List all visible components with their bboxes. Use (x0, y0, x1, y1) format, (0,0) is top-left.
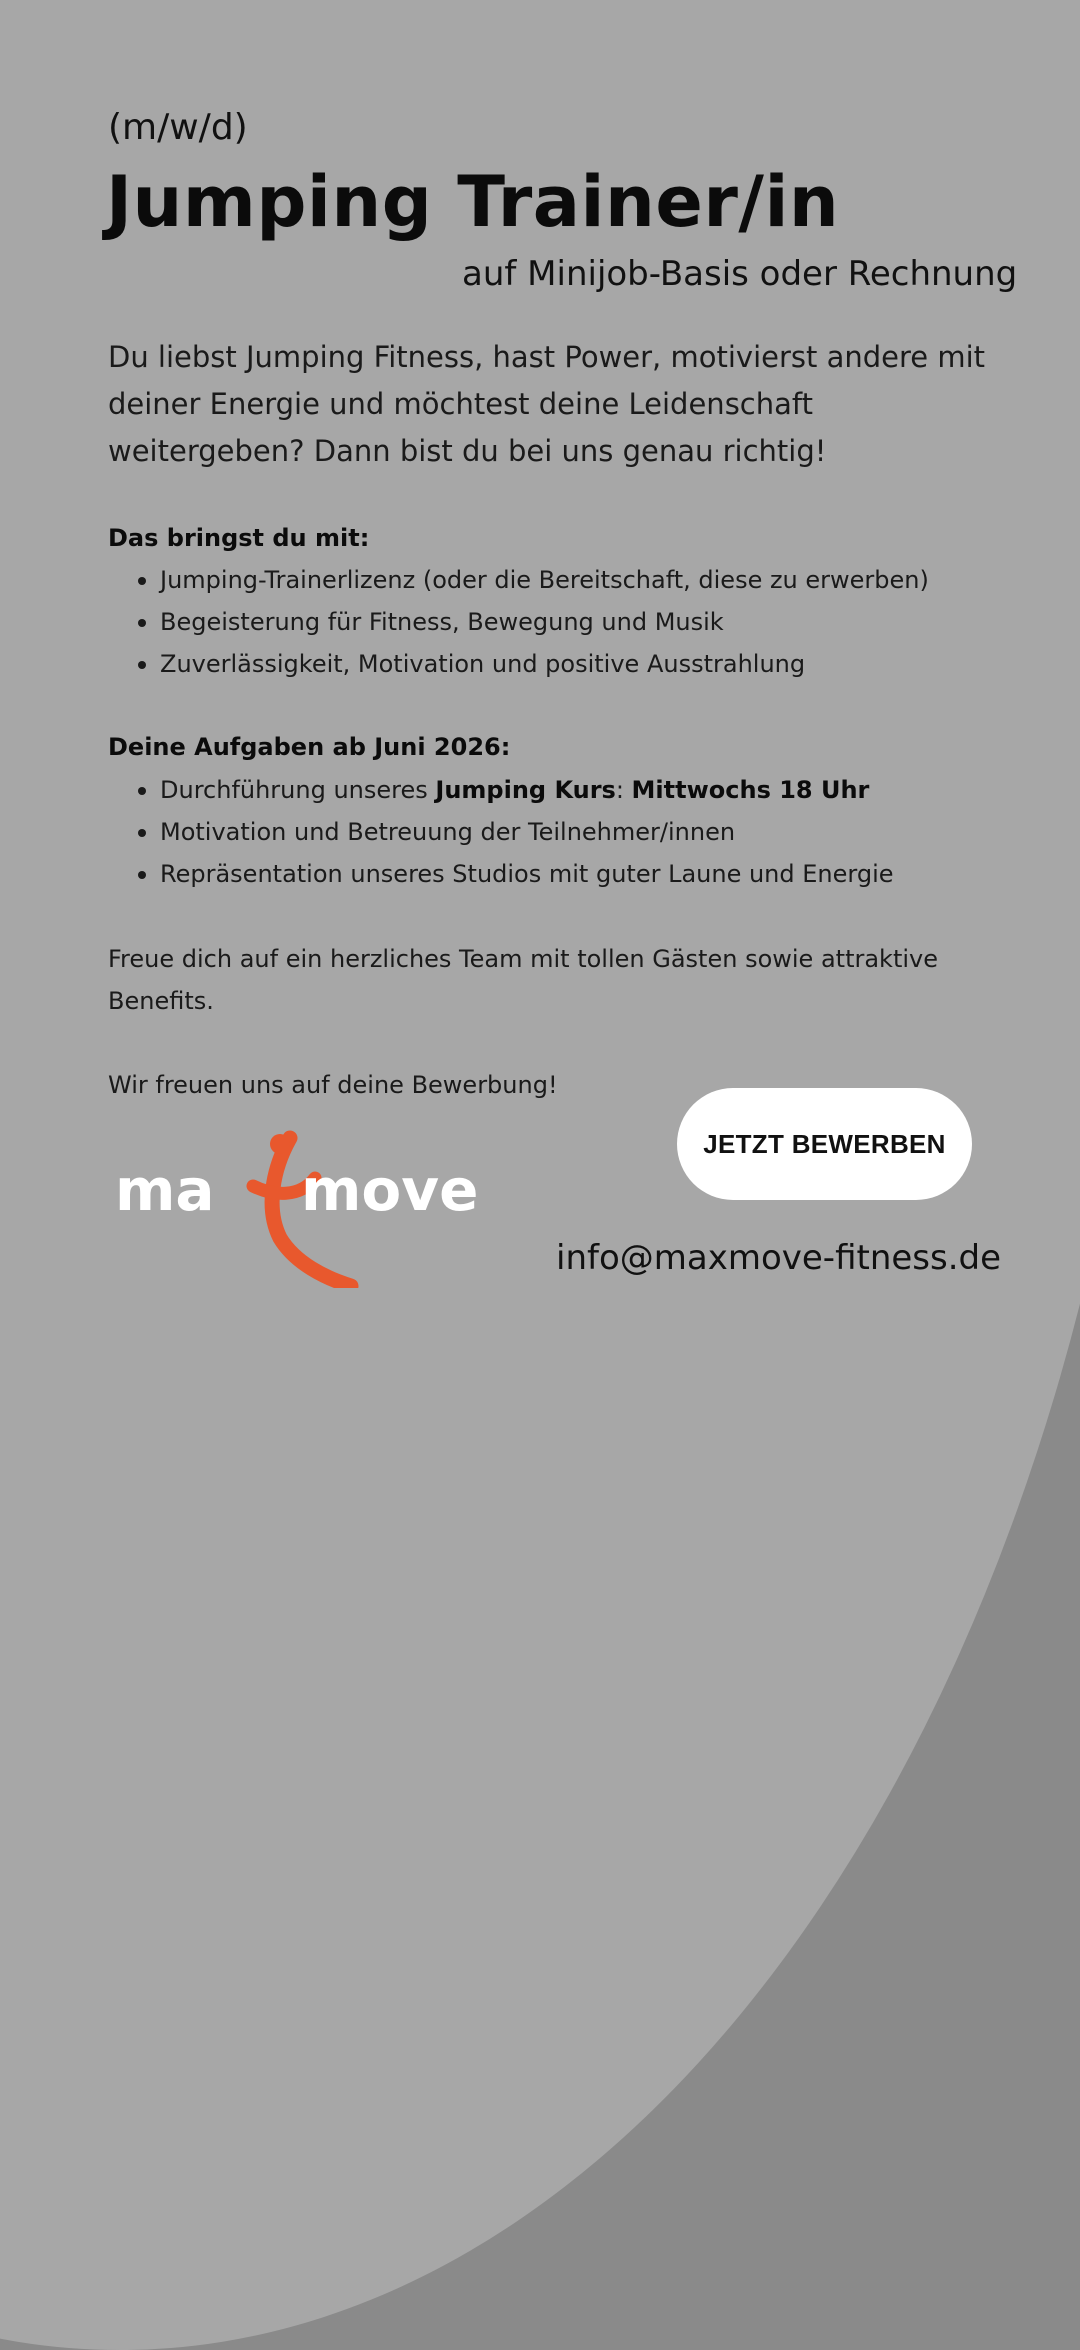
gender-note: (m/w/d) (108, 107, 248, 148)
requirements-heading: Das bringst du mit: (108, 524, 370, 552)
list-item (108, 643, 968, 685)
list-item (108, 601, 968, 643)
list-item-text: Begeisterung für Fitness, Bewegung und Musik (160, 608, 724, 636)
closing-text: Wir freuen uns auf deine Bewerbung! (108, 1071, 558, 1099)
page-title: Jumping Trainer/in (106, 161, 840, 243)
course-schedule: Mittwochs 18 Uhr (631, 776, 870, 804)
tasks-heading: Deine Aufgaben ab Juni 2026: (108, 733, 511, 761)
bullet-icon (138, 661, 146, 669)
list-item (108, 769, 968, 811)
bullet-icon (138, 871, 146, 879)
tasks-list (108, 769, 968, 895)
logo-text-right: move (301, 1156, 479, 1224)
maxmove-logo (115, 1128, 495, 1288)
bullet-icon (138, 787, 146, 795)
contact-email[interactable]: info@maxmove-fitness.de (556, 1238, 1002, 1278)
list-item (108, 853, 968, 895)
list-item-text: Jumping-Trainerlizenz (oder die Bereitschaft, diese zu erwerben) (160, 566, 929, 594)
list-item-text: Repräsentation unseres Studios mit guter Laune und Energie (160, 860, 894, 888)
bullet-icon (138, 619, 146, 627)
outro-text: Freue dich auf ein herzliches Team mit tollen Gästen sowie attraktive Benefits. (108, 945, 938, 1015)
list-item-text: Zuverlässigkeit, Motivation und positive Ausstrahlung (160, 650, 806, 678)
course-name: Jumping Kurs (435, 776, 616, 804)
apply-now-button[interactable]: JETZT BEWERBEN (677, 1088, 972, 1200)
list-item (108, 811, 968, 853)
list-item-text: Motivation und Betreuung der Teilnehmer/innen (160, 818, 736, 846)
list-item (108, 559, 968, 601)
task-prefix: Durchführung unseres (160, 776, 436, 804)
bullet-icon (138, 577, 146, 585)
logo-text-left: ma (115, 1156, 215, 1224)
task-separator: : (615, 776, 632, 804)
requirements-list (108, 559, 968, 685)
bullet-icon (138, 829, 146, 837)
page-subtitle: auf Minijob-Basis oder Rechnung (462, 254, 1018, 294)
intro-text: Du liebst Jumping Fitness, hast Power, motivierst andere mit deiner Energie und möchtest deine Leidenschaft weitergeben? Dann bist du bei uns genau richtig! (108, 340, 986, 468)
